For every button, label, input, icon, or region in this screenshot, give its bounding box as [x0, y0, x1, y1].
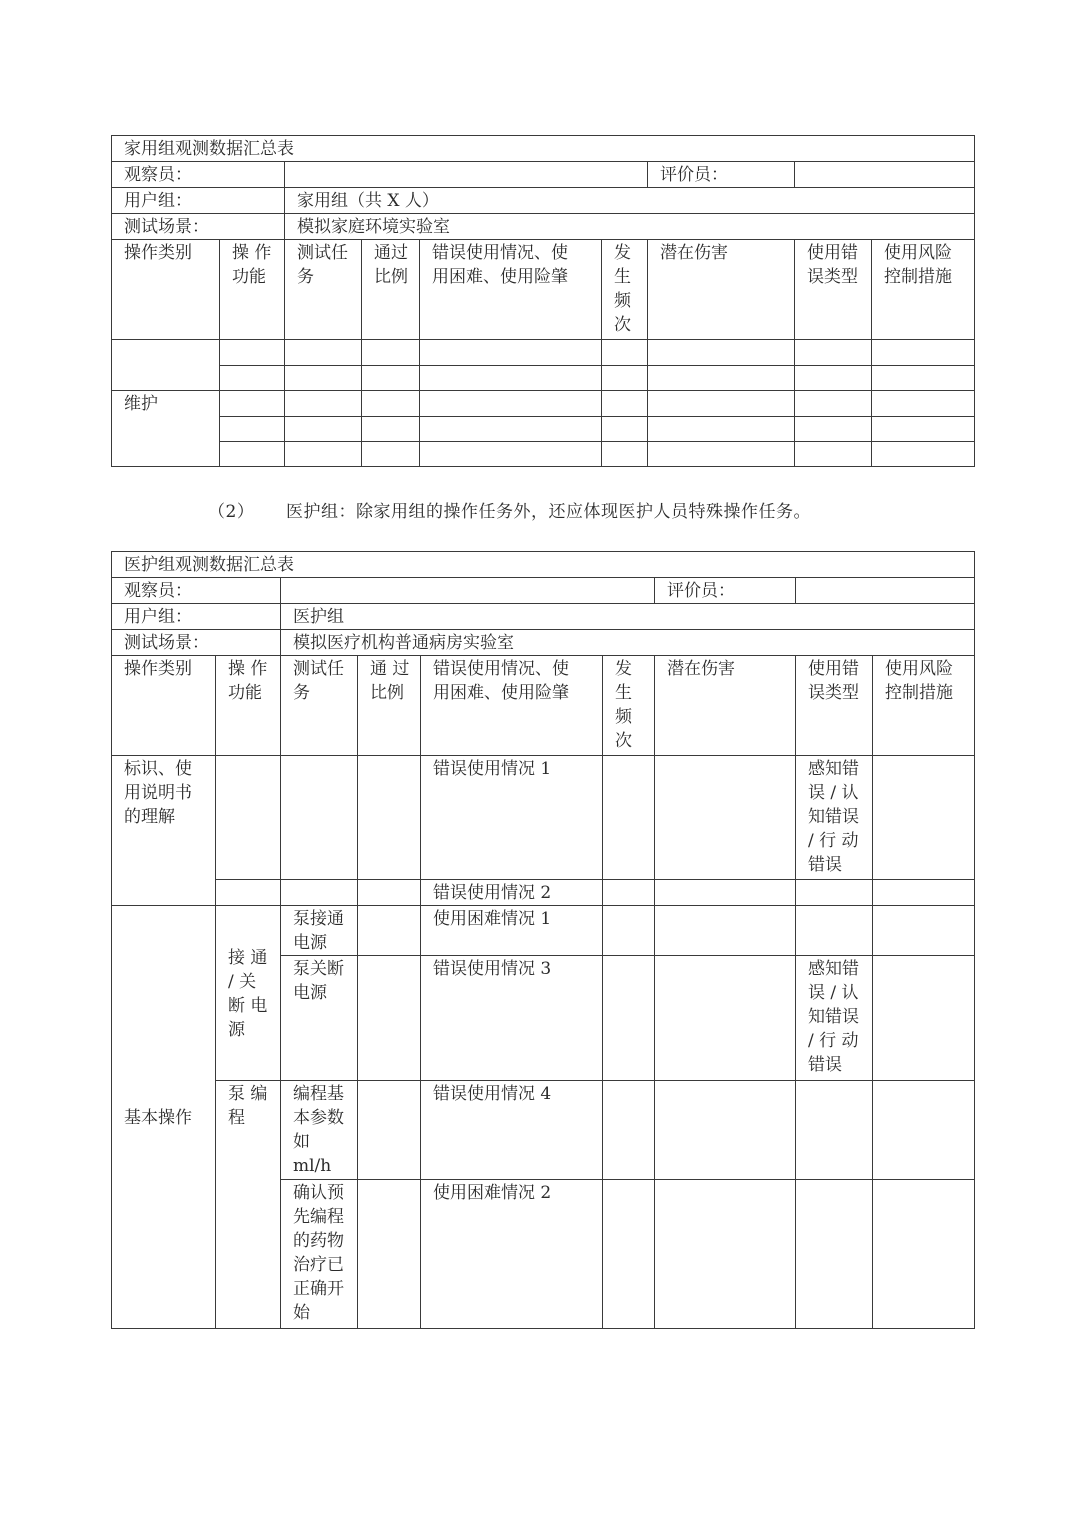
table-cell[interactable] [872, 442, 975, 467]
home-header-risk-control: 使用风险 控制措施 [872, 240, 975, 340]
table-cell[interactable] [220, 442, 285, 467]
table-cell[interactable] [285, 366, 362, 391]
table-cell[interactable] [420, 340, 602, 366]
table-cell[interactable] [220, 340, 285, 366]
table-cell[interactable] [358, 1180, 421, 1329]
task-pump-power-off: 泵关断 电源 [281, 956, 358, 1081]
table-cell[interactable] [872, 417, 975, 442]
home-header-errors: 错误使用情况、使 用困难、使用险肇 [420, 240, 602, 340]
table-cell[interactable] [603, 1180, 655, 1329]
table-cell[interactable] [655, 906, 796, 956]
home-header-function: 操 作 功能 [220, 240, 285, 340]
table-cell[interactable] [796, 880, 873, 906]
table-cell[interactable] [796, 1081, 873, 1180]
home-usergroup-value: 家用组（共 X 人） [285, 188, 975, 214]
table-cell[interactable] [362, 366, 420, 391]
misuse-case-1: 错误使用情况 1 [421, 756, 603, 880]
home-header-harm: 潜在伤害 [648, 240, 795, 340]
table-cell[interactable] [795, 366, 872, 391]
table-cell[interactable] [648, 417, 795, 442]
table-cell[interactable] [655, 956, 796, 1081]
error-type-cell: 感知错 误 / 认 知错误 / 行 动 错误 [796, 756, 873, 880]
medical-header-function: 操 作 功能 [216, 656, 281, 756]
table-cell[interactable] [285, 340, 362, 366]
table-cell[interactable] [873, 880, 975, 906]
table-cell[interactable] [602, 366, 648, 391]
medical-group-note [208, 497, 811, 522]
function-pump-programming: 泵 编 程 [216, 1081, 281, 1329]
table-cell[interactable] [362, 340, 420, 366]
home-evaluator-field[interactable] [795, 162, 975, 188]
table-cell[interactable] [420, 366, 602, 391]
medical-table-title: 医护组观测数据汇总表 [112, 552, 975, 578]
medical-evaluator-label: 评价员： [655, 578, 796, 604]
home-table-title: 家用组观测数据汇总表 [112, 136, 975, 162]
medical-header-frequency: 发 生 频 次 [603, 656, 655, 756]
home-summary-table [111, 135, 975, 467]
medical-header-harm: 潜在伤害 [655, 656, 796, 756]
table-cell[interactable] [873, 1081, 975, 1180]
table-cell[interactable] [358, 1081, 421, 1180]
medical-header-errors: 错误使用情况、使 用困难、使用险肇 [421, 656, 603, 756]
table-cell[interactable] [602, 417, 648, 442]
home-category-maintenance: 维护 [112, 391, 220, 467]
task-pump-power-on: 泵接通 电源 [281, 906, 358, 956]
table-cell[interactable] [872, 391, 975, 417]
table-cell[interactable] [603, 906, 655, 956]
table-cell[interactable] [873, 756, 975, 880]
table-cell[interactable] [648, 366, 795, 391]
use-difficulty-2: 使用困难情况 2 [421, 1180, 603, 1329]
medical-header-pass-rate: 通 过 比例 [358, 656, 421, 756]
table-cell[interactable] [655, 756, 796, 880]
table-cell[interactable] [655, 880, 796, 906]
table-cell[interactable] [795, 340, 872, 366]
medical-observer-label: 观察员： [112, 578, 281, 604]
task-confirm-therapy-start: 确认预 先编程 的药物 治疗已 正确开 始 [281, 1180, 358, 1329]
table-cell[interactable] [285, 391, 362, 417]
table-cell[interactable] [285, 417, 362, 442]
table-cell[interactable] [216, 756, 281, 880]
medical-observer-field[interactable] [281, 578, 655, 604]
table-cell[interactable] [603, 1081, 655, 1180]
misuse-case-3: 错误使用情况 3 [421, 956, 603, 1081]
table-cell[interactable] [796, 1180, 873, 1329]
table-cell[interactable] [220, 366, 285, 391]
table-cell[interactable] [655, 1180, 796, 1329]
table-cell[interactable] [285, 442, 362, 467]
table-cell[interactable] [362, 417, 420, 442]
table-cell[interactable] [795, 391, 872, 417]
table-cell[interactable] [358, 880, 421, 906]
home-header-error-type: 使用错 误类型 [795, 240, 872, 340]
table-cell[interactable] [603, 880, 655, 906]
table-cell[interactable] [358, 956, 421, 1081]
table-cell[interactable] [281, 880, 358, 906]
medical-header-task: 测试任 务 [281, 656, 358, 756]
table-cell[interactable] [872, 366, 975, 391]
table-cell[interactable] [602, 340, 648, 366]
medical-header-error-type: 使用错 误类型 [796, 656, 873, 756]
table-cell[interactable] [648, 391, 795, 417]
table-cell[interactable] [796, 906, 873, 956]
home-header-task: 测试任 务 [285, 240, 362, 340]
medical-header-category: 操作类别 [112, 656, 216, 756]
table-cell[interactable] [420, 442, 602, 467]
home-scene-label: 测试场景： [112, 214, 285, 240]
home-usergroup-label: 用户组： [112, 188, 285, 214]
table-cell[interactable] [873, 906, 975, 956]
home-header-frequency: 发 生 频 次 [602, 240, 648, 340]
table-cell[interactable] [603, 756, 655, 880]
table-cell[interactable] [873, 956, 975, 1081]
medical-evaluator-field[interactable] [796, 578, 975, 604]
task-program-basic-params: 编程基 本参数 如 ml/h [281, 1081, 358, 1180]
table-cell[interactable] [873, 1180, 975, 1329]
home-scene-value: 模拟家庭环境实验室 [285, 214, 975, 240]
table-cell[interactable] [358, 906, 421, 956]
misuse-case-4: 错误使用情况 4 [421, 1081, 603, 1180]
medical-summary-table [111, 551, 975, 1329]
table-cell[interactable] [648, 340, 795, 366]
medical-scene-value: 模拟医疗机构普通病房实验室 [281, 630, 975, 656]
medical-usergroup-label: 用户组： [112, 604, 281, 630]
table-cell[interactable] [603, 956, 655, 1081]
table-cell[interactable] [281, 756, 358, 880]
home-header-category: 操作类别 [112, 240, 220, 340]
error-type-cell: 感知错 误 / 认 知错误 / 行 动 错误 [796, 956, 873, 1081]
note-number: （2） [208, 502, 255, 522]
home-observer-label: 观察员： [112, 162, 285, 188]
table-cell[interactable] [358, 756, 421, 880]
home-observer-field[interactable] [285, 162, 648, 188]
table-cell[interactable] [655, 1081, 796, 1180]
table-cell[interactable] [362, 391, 420, 417]
table-cell[interactable] [362, 442, 420, 467]
note-text: 医护组：除家用组的操作任务外，还应体现医护人员特殊操作任务。 [286, 502, 811, 522]
table-cell[interactable] [602, 442, 648, 467]
medical-scene-label: 测试场景： [112, 630, 281, 656]
medical-usergroup-value: 医护组 [281, 604, 975, 630]
home-evaluator-label: 评价员： [648, 162, 795, 188]
table-cell[interactable] [795, 417, 872, 442]
table-cell[interactable] [220, 417, 285, 442]
medical-header-risk-control: 使用风险 控制措施 [873, 656, 975, 756]
medical-category-label-understanding: 标识、使 用说明书 的理解 [112, 756, 216, 906]
table-cell[interactable] [420, 417, 602, 442]
home-header-pass-rate: 通过 比例 [362, 240, 420, 340]
table-cell[interactable] [648, 442, 795, 467]
table-cell[interactable] [602, 391, 648, 417]
function-power-on-off: 接 通 / 关 断 电 源 [216, 906, 281, 1081]
table-cell[interactable] [795, 442, 872, 467]
use-difficulty-1: 使用困难情况 1 [421, 906, 603, 956]
table-cell[interactable] [872, 340, 975, 366]
medical-category-basic-operation: 基本操作 [112, 906, 216, 1329]
home-category-blank [112, 340, 220, 391]
table-cell[interactable] [216, 880, 281, 906]
table-cell[interactable] [420, 391, 602, 417]
misuse-case-2: 错误使用情况 2 [421, 880, 603, 906]
table-cell[interactable] [220, 391, 285, 417]
